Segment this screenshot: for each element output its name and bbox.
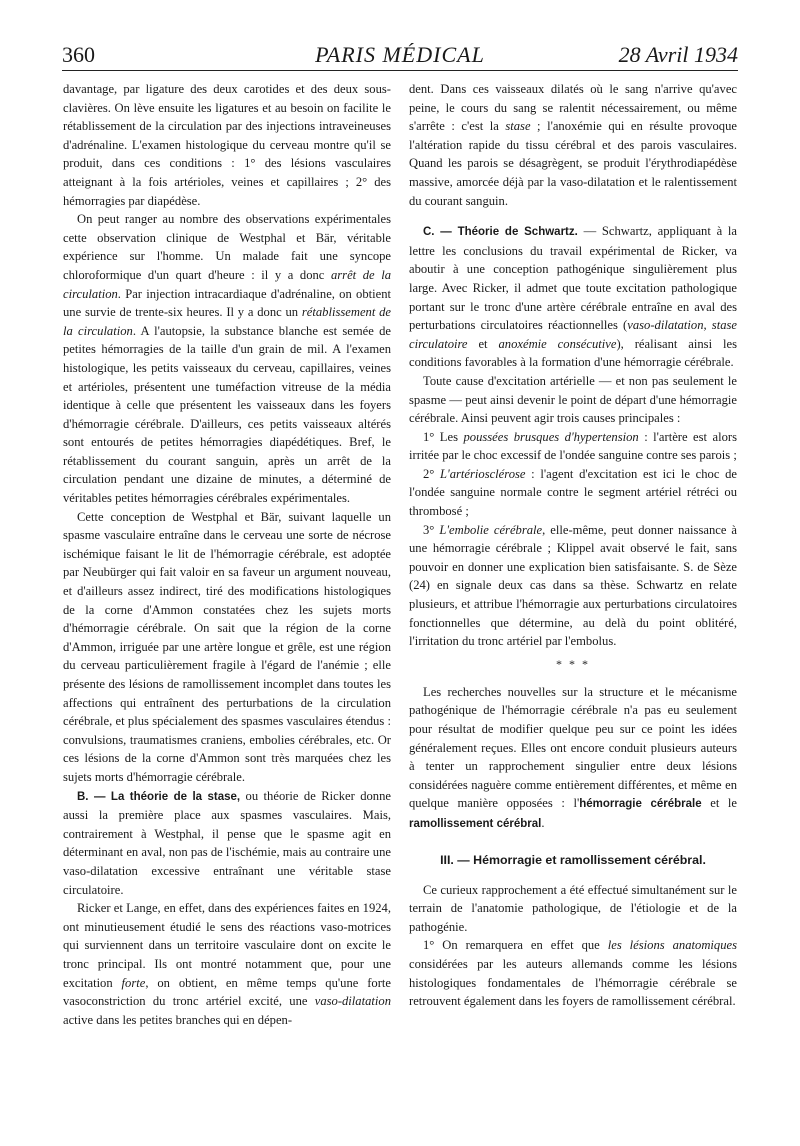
subsection-label: C. — Théorie de Schwartz. <box>423 226 578 239</box>
paragraph: On peut ranger au nombre des observations expérimentales cette observation clinique de Westphal et Bär, véritable expérience sur l'homme. Un malade fait une syncope chloroformique d'un quart d'heure : il y a donc arrêt de la circulation. Par injection intracardiaque d'adrénaline, on obtient une survie de trente-six heures. Il y a donc un rétablissement de la circulation. A l'autopsie, la substance blanche est semée de petites hémorragies de la taille d'un grain de mil. A l'examen histologique, les petits vaisseaux du cerveau, capillaires, veines et artérioles, présentent une tuméfaction vitreuse de la média identique à celle que présentent les vaisseaux dans les foyers d'hémorragie cérébrale. D'ailleurs, ces petits vaisseaux altérés sont entourés de petites hémorragies diapédétiques. Bref, le rétablissement du courant sanguin, après un arrêt de la circulation pendant une dizaine de minutes, a déterminé de véritables petites hémorragies cérébrales expérimentales. <box>63 212 391 506</box>
list-item: 1° Les poussées brusques d'hypertension : l'artère est alors irritée par le choc excessif de l'ondée sanguine contre ses parois ; <box>409 429 737 463</box>
list-item: 3° L'embolie cérébrale, elle-même, peut donner naissance à une hémorragie cérébrale ; Klippel avait observé le fait, sans pouvoir en donner une explication bien satisfaisante. S. de Sèze (24) en signale deux cas dans sa thèse. Schwartz en relate plusieurs, et attribue l'hémorragie aux perturbations circulatoires fonctionnelles que détermine, au delà du point oblitéré, l'irritation du tronc artériel par l'embolus. <box>409 522 738 649</box>
page-number: 360 <box>62 42 95 67</box>
paragraph: Les recherches nouvelles sur la structure et le mécanisme pathogénique de l'hémorragie cérébrale n'a pas eu seulement pour résultat de modifier quelque peu sur ce point les idées généralement reçues. Elles ont encore conduit plusieurs auteurs à tenter un rapprochement singulier entre deux lésions considérées naguère comme entièrement différentes, et même en quelque manière opposées : l'hémorragie cérébrale et le ramollissement cérébral. <box>409 684 737 830</box>
subsection-paragraph: B. — La théorie de la stase, ou théorie de Ricker donne aussi la première place aux spasmes vasculaires. Mais, contrairement à Westphal, il pense que le spasme agit en déterminant en aval, non pas de l'ischémie, mais au contraire une vaso-dilatation excessive entraînant une véritable stase circulatoire. <box>63 788 391 897</box>
asterism-divider: * * * <box>556 656 590 671</box>
journal-title: PARIS MÉDICAL <box>315 42 485 67</box>
subsection-label: B. — La théorie de la stase, <box>77 790 241 803</box>
list-item: 2° L'artériosclérose : l'agent d'excitation est ici le choc de l'ondée sanguine normale contre le segment artériel rétréci ou thrombosé ; <box>409 466 737 519</box>
section-heading: III. — Hémorragie et ramollissement cérébral. <box>440 852 706 867</box>
paragraph: Ce curieux rapprochement a été effectué simultanément sur le terrain de l'anatomie pathologique, de l'étiologie et de la pathogénie. <box>409 882 737 934</box>
paragraph: dent. Dans ces vaisseaux dilatés où le sang n'arrive qu'avec peine, le cours du sang se ralentit nécessairement, ou même s'arrête : c'est la stase ; l'anoxémie qui en résulte provoque l'altération rapide du tissu cérébral et des parois vasculaires. Quand les parois se désagrègent, se produit l'érythrodiapédèse massive, amorcée déjà par la vaso-dilatation et le ralentissement du courant sanguin. <box>409 82 737 208</box>
page-header <box>62 40 738 71</box>
paragraph: Cette conception de Westphal et Bär, suivant laquelle un spasme vasculaire entraîne dans le cerveau une sorte de nécrose ischémique faisant le lit de l'hémorragie cérébrale, est adoptée par Neubürger qui fait valoir en sa faveur un argument nouveau, et d'ailleurs assez indirect, tiré des modifications histologiques de la corne d'Ammon constatées chez les sujets morts d'hémorragie cérébrale. On sait que la région de la corne d'Ammon, irriguée par une artère longue et grêle, est une région du cerveau particulièrement fragile à l'égard de l'anémie ; elle présente des lésions de ramollissement incomplet dans toutes les affections qui entraînent des perturbations de la circulation cérébrale, et plus spécialement des spasmes vasculaires étendus : convulsions, traumatismes craniens, embolies cérébrales, etc. Or ces lésions de la corne d'Ammon sont très marquées chez les sujets morts d'hémorragie cérébrale. <box>63 509 391 784</box>
paragraph: Toute cause d'excitation artérielle — et non pas seulement le spasme — peut ainsi devenir le point de départ d'une hémorragie cérébrale. Ainsi peuvent agir trois causes principales : <box>409 373 737 426</box>
paragraph: 1° On remarquera en effet que les lésions anatomiques considérées par les auteurs allemands comme les lésions histologiques fondamentales de l'hémorragie cérébrale se retrouvent également dans les foyers de ramollissement cérébral. <box>409 938 737 1009</box>
subsection-paragraph: C. — Théorie de Schwartz. — Schwartz, appliquant à la lettre les conclusions du travail expérimental de Ricker, va aboutir à une conception pathogénique singulièrement plus large. Avec Ricker, il admet que toute excitation pathologique portant sur le tronc d'une artère cérébrale entraîne en aval des perturbations circulatoires réactionnelles (vaso-dilatation, stase circulatoire et anoxémie consécutive), réalisant ainsi les conditions favorables à la formation d'une hémorragie cérébrale. <box>409 224 738 370</box>
paragraph: Ricker et Lange, en effet, dans des expériences faites en 1924, ont minutieusement étudié le sens des réactions vaso-motrices qui surviennent dans un territoire vasculaire dont on excite le tronc principal. Ils ont montré notamment que, pour une excitation forte, on obtient, en même temps qu'une forte vasoconstriction du tronc artériel excité, une vaso-dilatation active dans les petites branches qui en dépen- <box>63 901 391 1027</box>
right-column <box>409 80 737 1011</box>
issue-date: 28 Avril 1934 <box>618 42 738 67</box>
paragraph: davantage, par ligature des deux carotides et des deux sous-clavières. On lève ensuite les ligatures et au besoin on facilite le rétablissement de la circulation par des injections intraveineuses d'adrénaline. L'examen histologique du cerveau montre qu'il se produit, dans ces conditions : 1° des lésions vasculaires atteignant à la fois artérioles, veines et capillaires ; 2° des hémorragies par diapédèse. <box>63 82 391 208</box>
left-column <box>63 80 391 1029</box>
